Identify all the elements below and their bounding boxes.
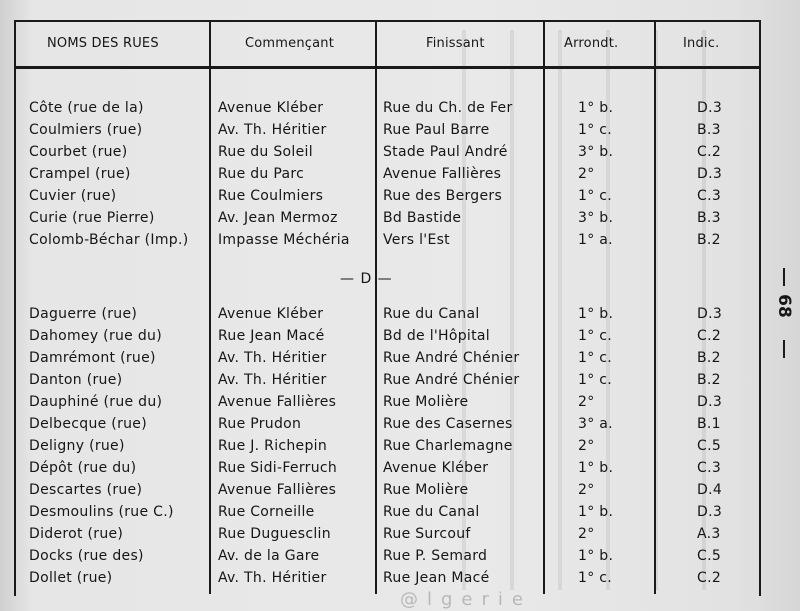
street-name-cell: Colomb-Béchar (Imp.) bbox=[29, 232, 189, 248]
section-heading-d: — D — bbox=[340, 271, 393, 287]
end-street-cell: Rue des Bergers bbox=[383, 188, 503, 204]
arrondissement-cell: 1° b. bbox=[578, 100, 614, 116]
street-name-cell: Cuvier (rue) bbox=[29, 188, 117, 204]
watermark: @lgerie bbox=[400, 589, 532, 610]
indication-cell: B.2 bbox=[697, 350, 721, 366]
start-street-cell: Rue Jean Macé bbox=[218, 328, 325, 344]
start-street-cell: Rue Prudon bbox=[218, 416, 302, 432]
page-number: 68 bbox=[774, 294, 794, 318]
indication-cell: D.3 bbox=[697, 100, 723, 116]
arrondissement-cell: 1° b. bbox=[578, 460, 614, 476]
street-name-cell: Dahomey (rue du) bbox=[29, 328, 162, 344]
arrondissement-cell: 1° c. bbox=[578, 328, 613, 344]
header-indication: Indic. bbox=[683, 36, 720, 51]
start-street-cell: Av. Th. Héritier bbox=[218, 570, 327, 586]
indication-cell: B.3 bbox=[697, 210, 721, 226]
street-name-cell: Docks (rue des) bbox=[29, 548, 144, 564]
table-row bbox=[0, 547, 760, 569]
table-row bbox=[0, 327, 760, 349]
street-name-cell: Desmoulins (rue C.) bbox=[29, 504, 174, 520]
street-name-cell: Courbet (rue) bbox=[29, 144, 128, 160]
arrondissement-cell: 2° bbox=[578, 526, 595, 542]
end-street-cell: Rue Paul Barre bbox=[383, 122, 490, 138]
arrondissement-cell: 2° bbox=[578, 482, 595, 498]
indication-cell: C.2 bbox=[697, 570, 722, 586]
street-name-cell: Daguerre (rue) bbox=[29, 306, 138, 322]
indication-cell: D.3 bbox=[697, 504, 723, 520]
end-street-cell: Rue du Ch. de Fer bbox=[383, 100, 513, 116]
street-name-cell: Dollet (rue) bbox=[29, 570, 113, 586]
end-street-cell: Rue Surcouf bbox=[383, 526, 471, 542]
header-ending: Finissant bbox=[426, 36, 485, 51]
arrondissement-cell: 1° b. bbox=[578, 306, 614, 322]
arrondissement-cell: 2° bbox=[578, 166, 595, 182]
table-row bbox=[0, 481, 760, 503]
table-row bbox=[0, 143, 760, 165]
street-name-cell: Diderot (rue) bbox=[29, 526, 124, 542]
page-number-dash bbox=[783, 268, 785, 286]
indication-cell: B.3 bbox=[697, 122, 721, 138]
table-row bbox=[0, 393, 760, 415]
table-row bbox=[0, 437, 760, 459]
indication-cell: C.5 bbox=[697, 438, 722, 454]
end-street-cell: Avenue Kléber bbox=[383, 460, 489, 476]
arrondissement-cell: 1° c. bbox=[578, 350, 613, 366]
indication-cell: D.4 bbox=[697, 482, 723, 498]
start-street-cell: Rue du Soleil bbox=[218, 144, 313, 160]
street-name-cell: Crampel (rue) bbox=[29, 166, 131, 182]
start-street-cell: Av. Th. Héritier bbox=[218, 372, 327, 388]
start-street-cell: Rue J. Richepin bbox=[218, 438, 328, 454]
street-name-cell: Coulmiers (rue) bbox=[29, 122, 143, 138]
start-street-cell: Av. Jean Mermoz bbox=[218, 210, 338, 226]
header-rule bbox=[14, 66, 759, 69]
page-number-dash bbox=[783, 340, 785, 358]
street-name-cell: Dépôt (rue du) bbox=[29, 460, 137, 476]
arrondissement-cell: 3° a. bbox=[578, 416, 613, 432]
start-street-cell: Rue Sidi-Ferruch bbox=[218, 460, 338, 476]
end-street-cell: Rue André Chénier bbox=[383, 350, 520, 366]
indication-cell: A.3 bbox=[697, 526, 721, 542]
end-street-cell: Rue des Casernes bbox=[383, 416, 513, 432]
start-street-cell: Avenue Fallières bbox=[218, 394, 337, 410]
start-street-cell: Avenue Kléber bbox=[218, 306, 324, 322]
indication-cell: D.3 bbox=[697, 306, 723, 322]
end-street-cell: Bd Bastide bbox=[383, 210, 462, 226]
table-row bbox=[0, 371, 760, 393]
arrondissement-cell: 1° b. bbox=[578, 504, 614, 520]
table-row bbox=[0, 569, 760, 591]
indication-cell: C.5 bbox=[697, 548, 722, 564]
arrondissement-cell: 1° c. bbox=[578, 122, 613, 138]
indication-cell: D.3 bbox=[697, 394, 723, 410]
table-row bbox=[0, 99, 760, 121]
indication-cell: D.3 bbox=[697, 166, 723, 182]
indication-cell: C.2 bbox=[697, 328, 722, 344]
table-row bbox=[0, 209, 760, 231]
end-street-cell: Rue du Canal bbox=[383, 504, 480, 520]
header-starting: Commençant bbox=[245, 36, 335, 51]
start-street-cell: Av. de la Gare bbox=[218, 548, 320, 564]
indication-cell: C.3 bbox=[697, 460, 722, 476]
street-name-cell: Dauphiné (rue du) bbox=[29, 394, 163, 410]
end-street-cell: Rue Molière bbox=[383, 482, 469, 498]
end-street-cell: Rue P. Semard bbox=[383, 548, 488, 564]
table-row bbox=[0, 503, 760, 525]
indication-cell: B.2 bbox=[697, 372, 721, 388]
start-street-cell: Impasse Méchéria bbox=[218, 232, 350, 248]
arrondissement-cell: 1° c. bbox=[578, 372, 613, 388]
end-street-cell: Rue Jean Macé bbox=[383, 570, 490, 586]
end-street-cell: Bd de l'Hôpital bbox=[383, 328, 490, 344]
end-street-cell: Rue Charlemagne bbox=[383, 438, 513, 454]
arrondissement-cell: 1° b. bbox=[578, 548, 614, 564]
indication-cell: C.2 bbox=[697, 144, 722, 160]
table-row bbox=[0, 231, 760, 253]
table-row bbox=[0, 349, 760, 371]
indication-cell: B.1 bbox=[697, 416, 721, 432]
start-street-cell: Rue Corneille bbox=[218, 504, 315, 520]
street-name-cell: Curie (rue Pierre) bbox=[29, 210, 155, 226]
start-street-cell: Avenue Kléber bbox=[218, 100, 324, 116]
arrondissement-cell: 1° c. bbox=[578, 570, 613, 586]
header-street-names: NOMS DES RUES bbox=[47, 36, 159, 51]
indication-cell: C.3 bbox=[697, 188, 722, 204]
arrondissement-cell: 2° bbox=[578, 394, 595, 410]
arrondissement-cell: 2° bbox=[578, 438, 595, 454]
table-row bbox=[0, 459, 760, 481]
start-street-cell: Av. Th. Héritier bbox=[218, 122, 327, 138]
start-street-cell: Rue Duguesclin bbox=[218, 526, 331, 542]
indication-cell: B.2 bbox=[697, 232, 721, 248]
table-row bbox=[0, 305, 760, 327]
start-street-cell: Avenue Fallières bbox=[218, 482, 337, 498]
start-street-cell: Av. Th. Héritier bbox=[218, 350, 327, 366]
table-row bbox=[0, 165, 760, 187]
street-name-cell: Danton (rue) bbox=[29, 372, 123, 388]
street-name-cell: Côte (rue de la) bbox=[29, 100, 144, 116]
end-street-cell: Rue Molière bbox=[383, 394, 469, 410]
arrondissement-cell: 1° a. bbox=[578, 232, 613, 248]
table-row bbox=[0, 525, 760, 547]
header-arrondissement: Arrondt. bbox=[564, 36, 619, 51]
table-row bbox=[0, 415, 760, 437]
street-name-cell: Deligny (rue) bbox=[29, 438, 125, 454]
page-number-marker bbox=[770, 268, 800, 360]
start-street-cell: Rue Coulmiers bbox=[218, 188, 324, 204]
arrondissement-cell: 1° c. bbox=[578, 188, 613, 204]
end-street-cell: Vers l'Est bbox=[383, 232, 450, 248]
end-street-cell: Stade Paul André bbox=[383, 144, 508, 160]
start-street-cell: Rue du Parc bbox=[218, 166, 305, 182]
street-name-cell: Descartes (rue) bbox=[29, 482, 143, 498]
arrondissement-cell: 3° b. bbox=[578, 210, 614, 226]
end-street-cell: Rue André Chénier bbox=[383, 372, 520, 388]
street-name-cell: Delbecque (rue) bbox=[29, 416, 147, 432]
street-name-cell: Damrémont (rue) bbox=[29, 350, 156, 366]
arrondissement-cell: 3° b. bbox=[578, 144, 614, 160]
end-street-cell: Avenue Fallières bbox=[383, 166, 502, 182]
table-row bbox=[0, 121, 760, 143]
end-street-cell: Rue du Canal bbox=[383, 306, 480, 322]
table-row bbox=[0, 187, 760, 209]
